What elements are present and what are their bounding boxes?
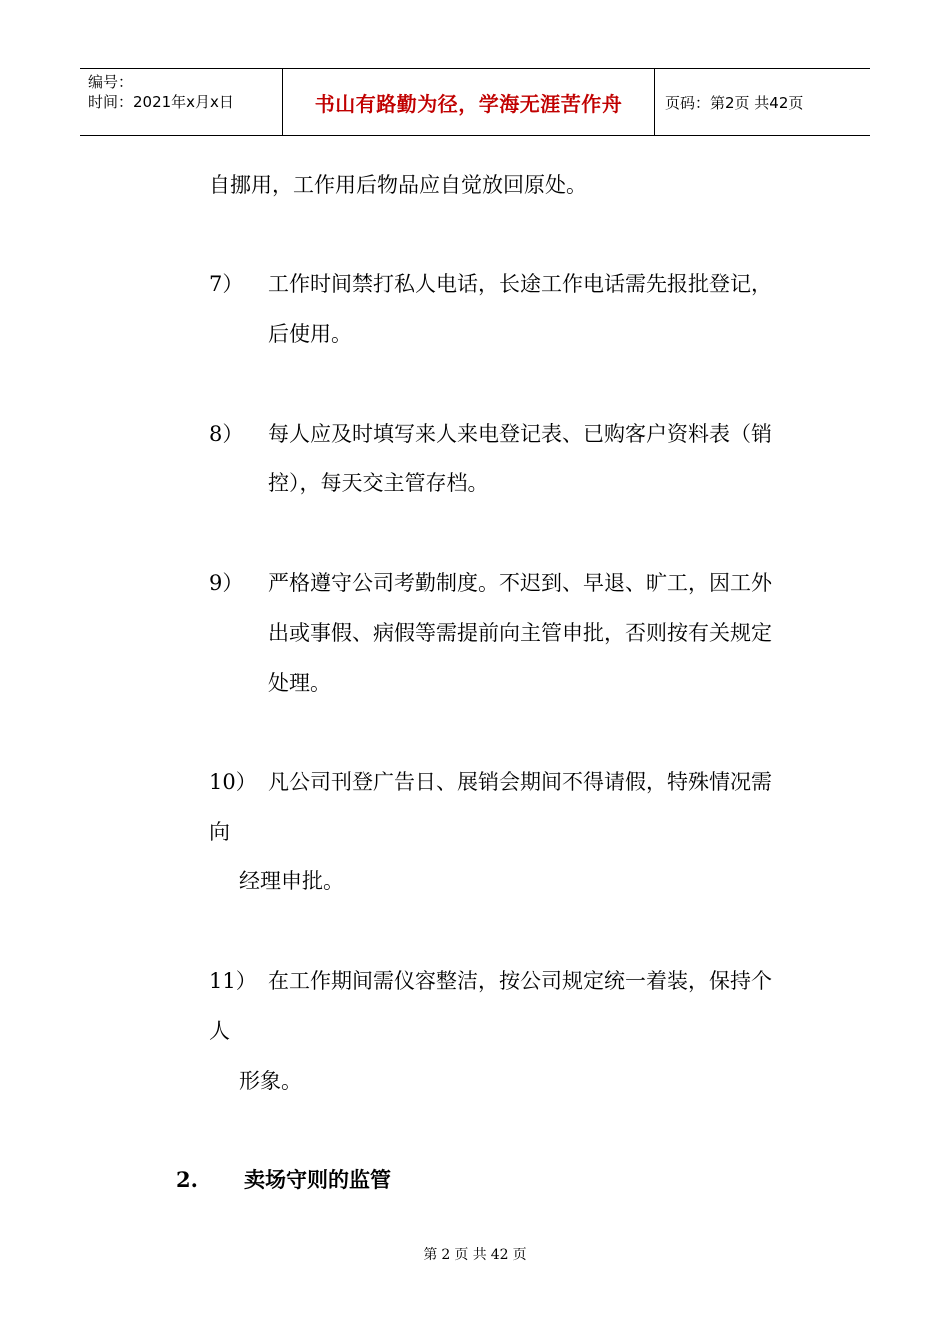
item-text-line: 工作时间禁打私人电话，长途工作电话需先报批登记， xyxy=(268,272,772,296)
item-text-line: 向 xyxy=(209,820,230,844)
item-text-line: 人 xyxy=(209,1019,230,1043)
footer-suffix: 页 xyxy=(512,1247,527,1263)
header-meta xyxy=(80,69,282,135)
item-number: 10） xyxy=(209,770,257,794)
header-motto: 书山有路勤为径，学海无涯苦作舟 xyxy=(314,91,623,116)
section-number: 2. xyxy=(176,1167,198,1192)
page-header xyxy=(80,68,870,136)
footer-prefix: 第 xyxy=(423,1247,438,1263)
page-footer xyxy=(0,1244,950,1264)
item-text-line: 处理。 xyxy=(268,671,331,695)
item-text-line: 形象。 xyxy=(239,1069,302,1093)
item-text-line: 出或事假、病假等需提前向主管申批，否则按有关规定 xyxy=(268,621,772,645)
continuation-text: 自挪用，工作用后物品应自觉放回原处。 xyxy=(209,173,587,197)
item-text-line: 严格遵守公司考勤制度。不迟到、早退、旷工，因工外 xyxy=(268,571,772,595)
document-date-label: 时间：2021年x月x日 xyxy=(88,93,234,111)
item-number: 9） xyxy=(209,571,244,595)
footer-page-number: 2 xyxy=(441,1247,451,1263)
item-text-line: 每人应及时填写来人来电登记表、已购客户资料表（销 xyxy=(268,422,772,446)
item-number: 11） xyxy=(209,969,257,993)
header-page-label: 页码：第2页 共42页 xyxy=(665,93,804,112)
item-text-line: 后使用。 xyxy=(268,322,352,346)
item-number: 7） xyxy=(209,272,244,296)
item-text-line: 凡公司刊登广告日、展销会期间不得请假，特殊情况需 xyxy=(268,770,772,794)
header-page-cell xyxy=(655,69,870,135)
footer-total-pages: 42 xyxy=(490,1247,509,1263)
section-title: 卖场守则的监管 xyxy=(244,1167,391,1192)
item-text-line: 在工作期间需仪容整洁，按公司规定统一着装，保持个 xyxy=(268,969,772,993)
item-number: 8） xyxy=(209,422,244,446)
header-motto-cell xyxy=(282,69,655,135)
item-text-line: 控），每天交主管存档。 xyxy=(268,471,489,495)
document-number-label: 编号： xyxy=(88,73,134,91)
footer-mid: 页 共 xyxy=(454,1247,487,1263)
item-text-line: 经理申批。 xyxy=(239,869,344,893)
